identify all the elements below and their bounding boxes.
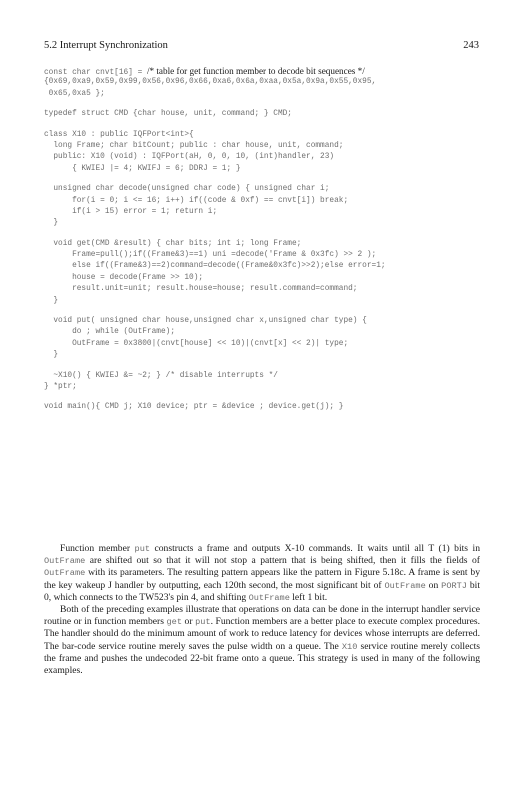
- code-text: void main(){ CMD j; X10 device; ptr = &device ; device.get(j); }: [44, 403, 344, 412]
- code-text: long Frame; char bitCount; public : char house, unit, command;: [44, 141, 344, 150]
- code-text: house = decode(Frame >> 10);: [44, 273, 204, 282]
- code-line: [44, 141, 484, 152]
- inline-code: put: [134, 544, 151, 554]
- code-block-gap: [44, 393, 484, 402]
- code-text: public: X10 (void) : IQFPort(aH, 0, 0, 10, (int)handler, 23): [44, 153, 335, 162]
- code-text: result.unit=unit; result.house=house; result.command=command;: [44, 285, 358, 294]
- code-comment: /* table for get function member to decode bit sequences */: [146, 66, 365, 76]
- code-text: ~X10() { KWIEJ &= ~2; } /* disable interrupts */: [44, 371, 278, 380]
- text-run: constructs a frame and outputs X-10 commands. It waits until all T (1) bits in: [150, 543, 480, 554]
- code-line: [44, 371, 484, 382]
- text-run: service routine merely collects the frame and pushes the undecoded 22-bit frame onto a queue. This strategy is used in many of the following examples.: [44, 640, 480, 677]
- code-line: [44, 66, 484, 77]
- code-line: [44, 109, 484, 120]
- code-block-gap: [44, 307, 484, 316]
- code-line: [44, 339, 484, 350]
- code-line: [44, 402, 484, 413]
- code-line: [44, 152, 484, 163]
- code-text: {0x69,0xa9,0x59,0x99,0x56,0x96,0x66,0xa6,0x6a,0xaa,0x5a,0x9a,0x55,0x95,: [44, 78, 377, 87]
- text-run: bit 0, which connects to the TW523's pin 4, and shifting: [44, 579, 481, 603]
- inline-code: OutFrame: [384, 580, 426, 591]
- code-text: if(i > 15) error = 1; return i;: [44, 207, 218, 216]
- code-line: [44, 196, 484, 207]
- inline-code: X10: [341, 641, 358, 652]
- text-run: Function member: [60, 543, 135, 554]
- text-run: or: [181, 616, 196, 628]
- code-text: const char cnvt[16] =: [44, 69, 147, 77]
- code-line: [44, 284, 484, 295]
- code-text: 0x65,0xa5 };: [44, 89, 105, 98]
- code-line: [44, 382, 484, 393]
- code-line: [44, 261, 484, 272]
- running-header: [44, 40, 479, 54]
- code-text: unsigned char decode(unsigned char code) { unsigned char i;: [44, 185, 330, 194]
- code-block-gap: [44, 175, 484, 184]
- inline-code: PORTJ: [441, 580, 467, 591]
- code-block-gap: [44, 100, 484, 109]
- paragraph: [44, 604, 480, 677]
- code-listing: [44, 66, 484, 414]
- inline-code: put: [195, 617, 211, 628]
- inline-code: OutFrame: [248, 592, 290, 603]
- code-text: Frame=pull();if((Frame&3)==1) uni =decode('Frame & 0x3fc) >> 2 );: [44, 251, 377, 260]
- section-title: 5.2 Interrupt Synchronization: [44, 40, 168, 51]
- code-line: [44, 250, 484, 261]
- code-line: [44, 239, 484, 250]
- code-block-gap: [44, 362, 484, 371]
- inline-code: OutFrame: [44, 568, 86, 579]
- code-text: void get(CMD &result) { char bits; int i; long Frame;: [44, 239, 302, 248]
- page-number: 243: [463, 40, 479, 51]
- code-block-gap: [44, 121, 484, 130]
- code-line: [44, 207, 484, 218]
- code-text: class X10 : public IQFPort<int>{: [44, 130, 194, 139]
- code-line: [44, 89, 484, 100]
- paragraph: [44, 543, 480, 604]
- code-text: }: [44, 296, 59, 305]
- code-line: [44, 77, 484, 88]
- text-run: are shifted out so that it will not stop a pattern that is being shifted, then it fills the fields of: [85, 555, 480, 567]
- code-block-gap: [44, 230, 484, 239]
- code-text: }: [44, 351, 59, 360]
- inline-code: OutFrame: [44, 556, 86, 567]
- code-line: [44, 296, 484, 307]
- code-text: { KWIEJ |= 4; KWIFJ = 6; DDRJ = 1; }: [44, 164, 241, 173]
- inline-code: get: [166, 617, 182, 628]
- code-line: [44, 130, 484, 141]
- code-text: typedef struct CMD {char house, unit, command; } CMD;: [44, 110, 292, 119]
- code-line: [44, 327, 484, 338]
- code-text: OutFrame = 0x3800|(cnvt[house] << 10)|(cnvt[x] << 2)| type;: [44, 339, 349, 348]
- code-line: [44, 316, 484, 327]
- code-line: [44, 218, 484, 229]
- code-text: for(i = 0; i <= 16; i++) if((code & 0xf) == cnvt[i]) break;: [44, 196, 349, 205]
- text-run: Both of the preceding examples illustrate that operations on data can be done in the interrupt handler service routine or in function members: [44, 604, 480, 628]
- text-run: on: [425, 579, 442, 591]
- code-text: } *ptr;: [44, 382, 77, 391]
- text-run: . Function members are a better place to execute complex procedures. The handler should do the minimum amount of work to reduce latency for devices whose interrupts are deferred. The bar-code service routine merely saves the pulse width on a queue. The: [44, 616, 481, 652]
- code-text: do ; while (OutFrame);: [44, 328, 176, 337]
- text-run: with its parameters. The resulting pattern appears like the pattern in Figure 5.18c. A frame is sent by the key wakeup J handler by outputting, each 120th second, the most significant bit of: [44, 567, 480, 591]
- code-text: else if((Frame&3)==2)command=decode((Frame&0x3fc)>>2);else error=1;: [44, 262, 386, 271]
- code-line: [44, 184, 484, 195]
- code-text: void put( unsigned char house,unsigned char x,unsigned char type) {: [44, 317, 367, 326]
- code-line: [44, 273, 484, 284]
- body-text: [44, 543, 480, 677]
- code-line: [44, 164, 484, 175]
- code-text: }: [44, 219, 59, 228]
- code-line: [44, 350, 484, 361]
- text-run: left 1 bit.: [289, 591, 328, 603]
